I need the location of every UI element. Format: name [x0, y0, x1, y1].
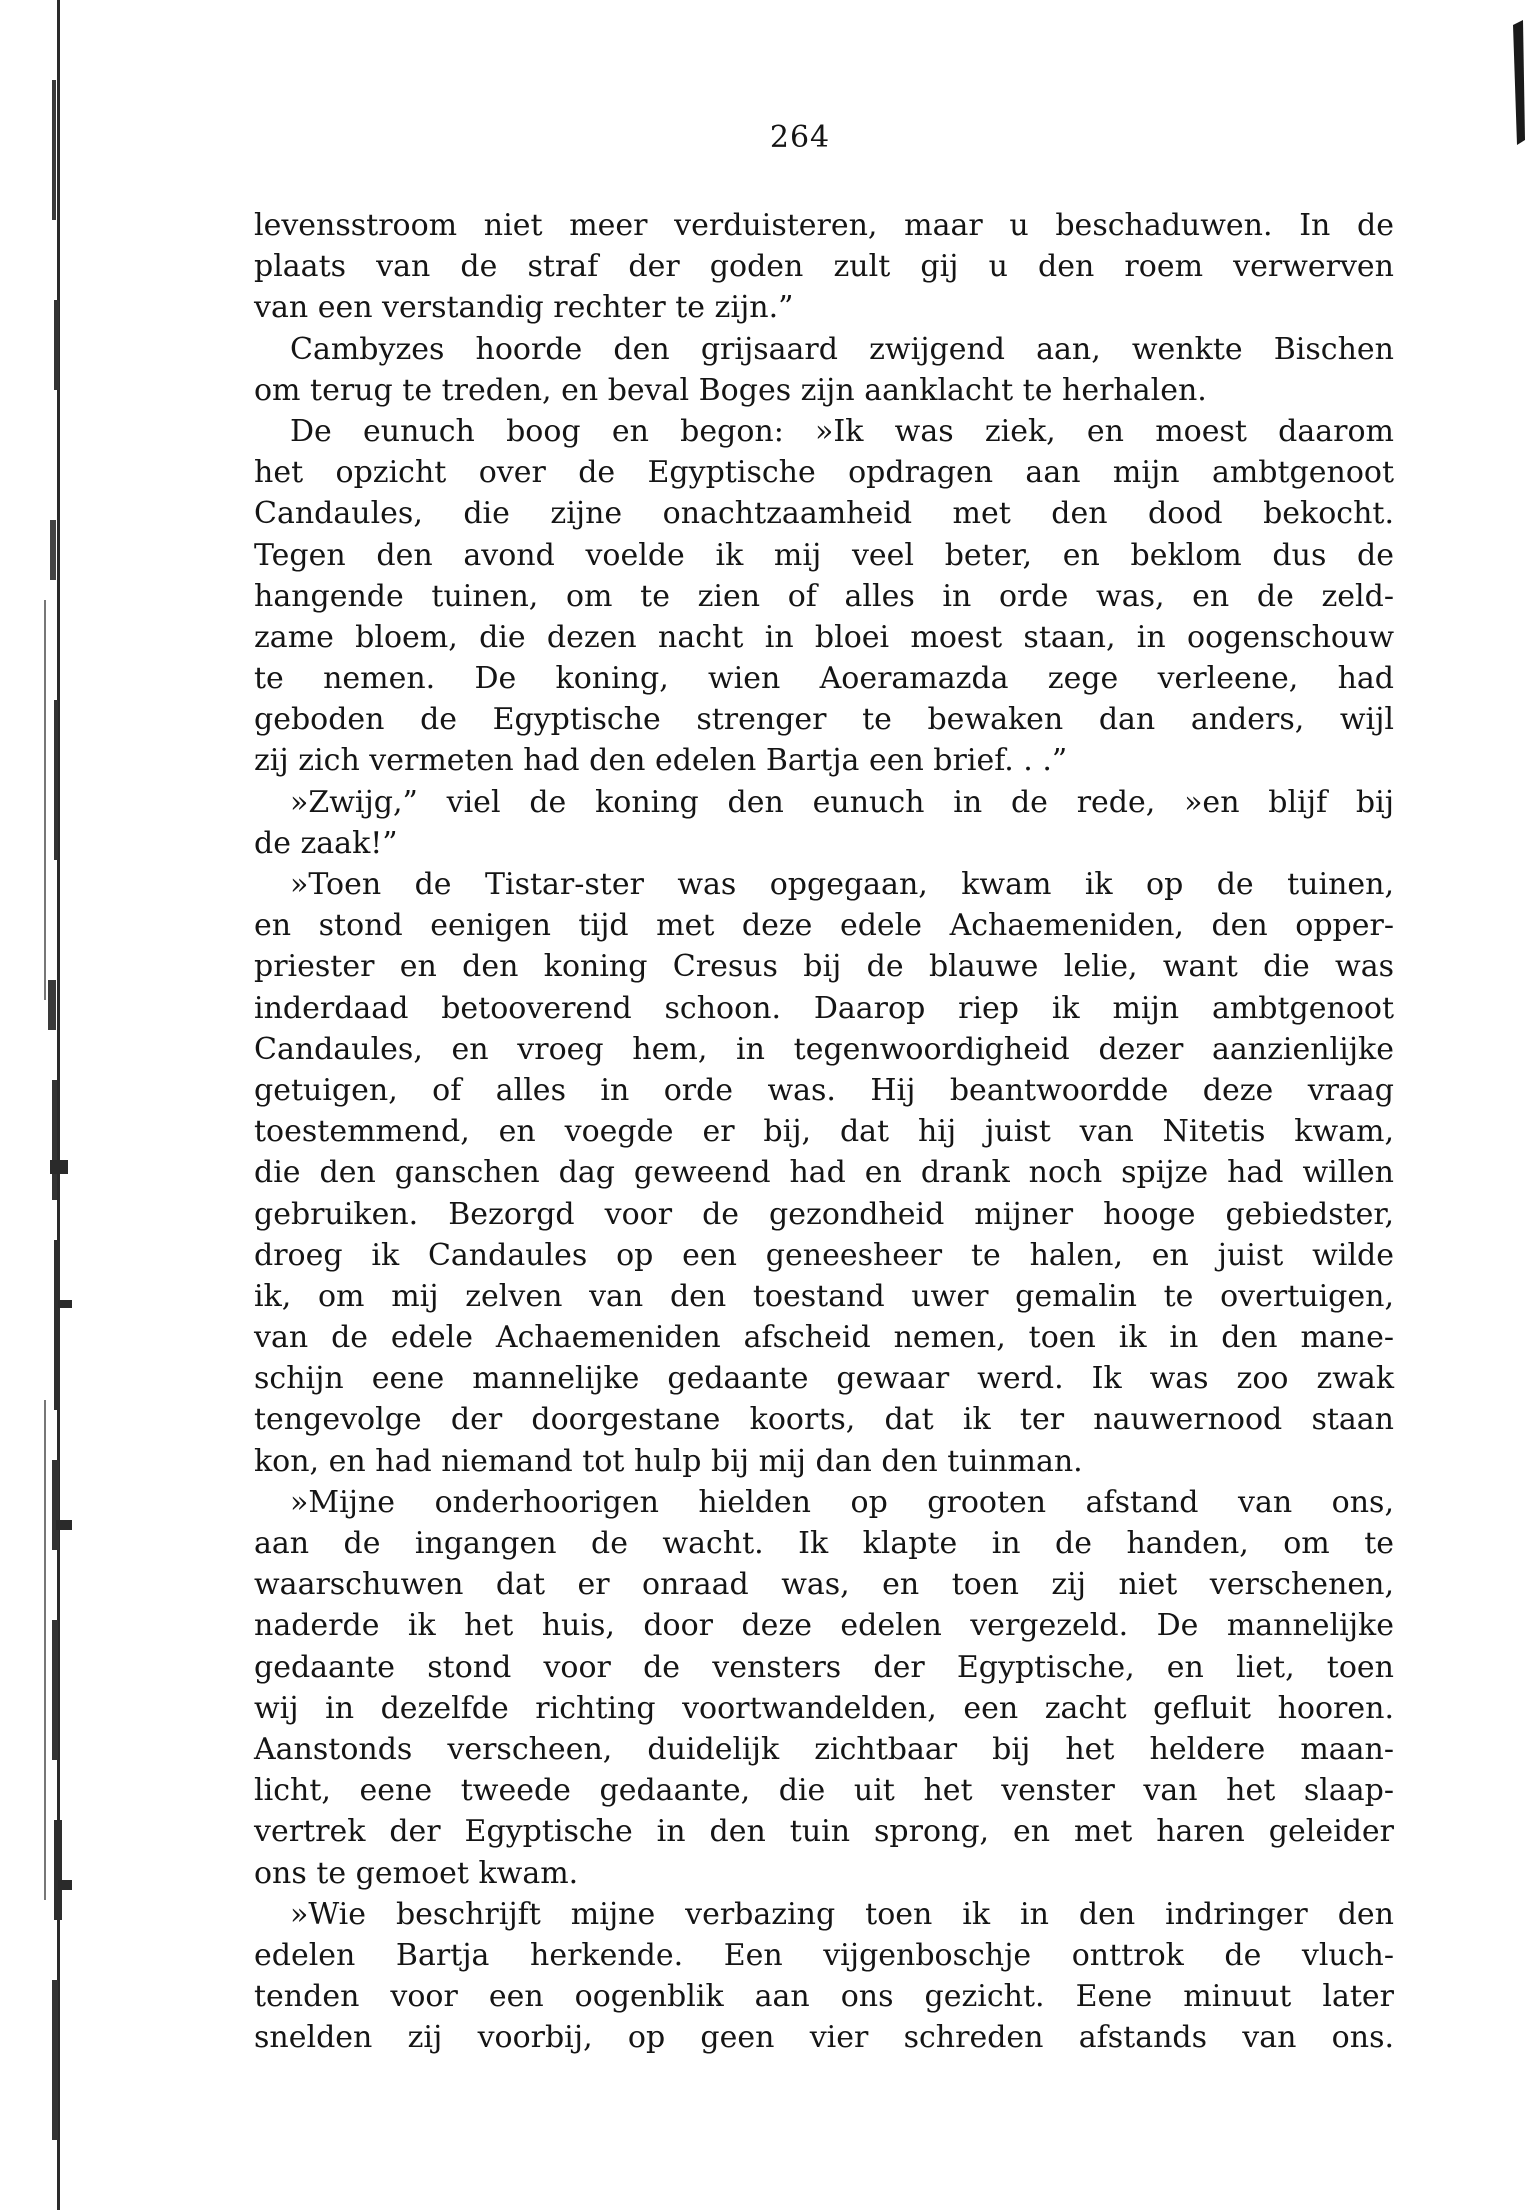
text-line: licht, eene tweede gedaante, die uit het venster van het slaap-: [254, 1773, 1394, 1809]
text-line: zame bloem, die dezen nacht in bloei moest staan, in oogenschouw: [254, 619, 1394, 655]
text-line: vertrek der Egyptische in den tuin sprong, en met haren geleider: [254, 1814, 1394, 1850]
scanned-binding-edge: [40, 0, 78, 2210]
text-line: Candaules, die zijne onachtzaamheid met den dood bekocht.: [254, 496, 1394, 532]
text-line: van de edele Achaemeniden afscheid nemen, toen ik in den mane-: [254, 1320, 1394, 1356]
text-line: ons te gemoet kwam.: [254, 1855, 579, 1891]
text-line: tengevolge der doorgestane koorts, dat ik ter nauwernood staan: [254, 1402, 1394, 1438]
text-line: kon, en had niemand tot hulp bij mij dan den tuinman.: [254, 1443, 1083, 1479]
text-line: waarschuwen dat er onraad was, en toen zij niet verschenen,: [254, 1567, 1394, 1603]
text-line: de zaak!”: [254, 825, 398, 861]
text-line: naderde ik het huis, door deze edelen vergezeld. De mannelijke: [254, 1608, 1394, 1644]
text-line: hangende tuinen, om te zien of alles in orde was, en de zeld-: [254, 578, 1394, 614]
body-text: [254, 205, 1394, 2058]
text-line: »Wie beschrijft mijne verbazing toen ik in den indringer den: [290, 1896, 1394, 1932]
text-line: het opzicht over de Egyptische opdragen aan mijn ambtgenoot: [254, 455, 1394, 491]
text-line: schijn eene mannelijke gedaante gewaar werd. Ik was zoo zwak: [254, 1361, 1394, 1397]
text-line: geboden de Egyptische strenger te bewaken dan anders, wijl: [254, 702, 1394, 738]
text-line: »Zwijg,” viel de koning den eunuch in de rede, »en blijf bij: [290, 784, 1394, 820]
text-line: zij zich vermeten had den edelen Bartja een brief. . .”: [254, 743, 1068, 779]
text-line: levensstroom niet meer verduisteren, maar u beschaduwen. In de: [254, 208, 1394, 243]
text-line: Cambyzes hoorde den grijsaard zwijgend aan, wenkte Bischen: [290, 331, 1394, 367]
text-line: priester en den koning Cresus bij de blauwe lelie, want die was: [254, 949, 1394, 985]
text-line: ik, om mij zelven van den toestand uwer gemalin te overtuigen,: [254, 1278, 1394, 1314]
text-line: »Toen de Tistar-ster was opgegaan, kwam ik op de tuinen,: [290, 867, 1394, 902]
text-line: Tegen den avond voelde ik mij veel beter, en beklom dus de: [254, 537, 1394, 573]
text-line: getuigen, of alles in orde was. Hij beantwoordde deze vraag: [254, 1072, 1394, 1108]
corner-mark-graphic: [1503, 20, 1527, 150]
text-line: tenden voor een oogenblik aan ons gezicht. Eene minuut later: [254, 1979, 1394, 2015]
text-line: edelen Bartja herkende. Een vijgenboschje onttrok de vluch-: [254, 1937, 1394, 1973]
text-line: droeg ik Candaules op een geneesheer te halen, en juist wilde: [254, 1237, 1394, 1273]
text-line: wij in dezelfde richting voortwandelden, een zacht gefluit hooren.: [254, 1690, 1394, 1726]
text-line: te nemen. De koning, wien Aoeramazda zege verleene, had: [254, 661, 1394, 697]
text-line: en stond eenigen tijd met deze edele Achaemeniden, den opper-: [254, 908, 1394, 944]
text-line: van een verstandig rechter te zijn.”: [254, 290, 794, 326]
text-line: toestemmend, en voegde er bij, dat hij juist van Nitetis kwam,: [254, 1114, 1394, 1150]
text-line: Candaules, en vroeg hem, in tegenwoordigheid dezer aanzienlijke: [254, 1031, 1394, 1067]
text-line: om terug te treden, en beval Boges zijn aanklacht te herhalen.: [254, 372, 1207, 408]
text-line: snelden zij voorbij, op geen vier schreden afstands van ons.: [254, 2020, 1394, 2056]
text-line: gedaante stond voor de vensters der Egyptische, en liet, toen: [254, 1649, 1394, 1685]
text-line: aan de ingangen de wacht. Ik klapte in de handen, om te: [254, 1526, 1394, 1561]
text-line: De eunuch boog en begon: »Ik was ziek, en moest daarom: [290, 413, 1394, 449]
page-number: 264: [769, 120, 831, 155]
text-line: Aanstonds verscheen, duidelijk zichtbaar bij het heldere maan-: [254, 1731, 1394, 1767]
text-line: die den ganschen dag geweend had en drank noch spijze had willen: [254, 1155, 1394, 1191]
corner-scan-mark: [1503, 20, 1527, 150]
text-line: gebruiken. Bezorgd voor de gezondheid mijner hooge gebiedster,: [254, 1196, 1394, 1232]
text-line: »Mijne onderhoorigen hielden op grooten afstand van ons,: [290, 1484, 1394, 1520]
binding-edge-graphic: [40, 0, 78, 2210]
text-line: inderdaad betooverend schoon. Daarop riep ik mijn ambtgenoot: [254, 990, 1394, 1026]
text-line: plaats van de straf der goden zult gij u den roem verwerven: [254, 249, 1394, 285]
